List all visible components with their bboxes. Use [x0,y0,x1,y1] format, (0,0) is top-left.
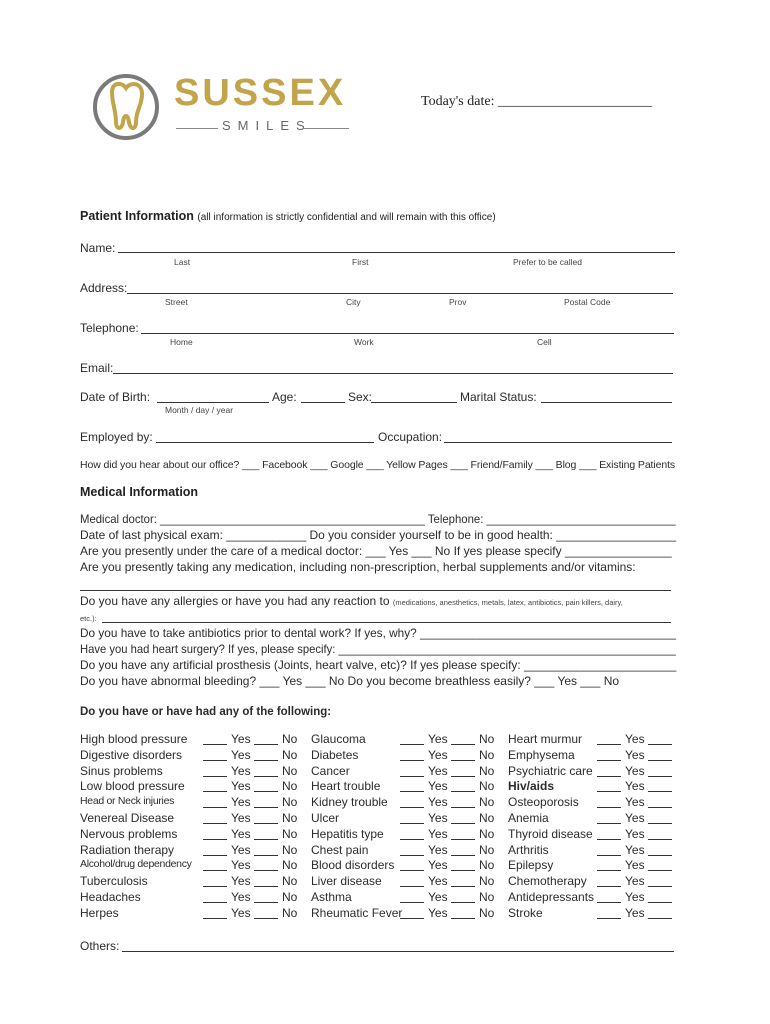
sex-label: Sex: [348,390,373,404]
condition-no-blank[interactable] [648,918,672,919]
address-sub-prov: Prov [449,297,467,307]
condition-no-blank[interactable] [451,886,475,887]
condition-label: Tuberculosis [80,874,148,889]
condition-yes-label: Yes [231,747,251,762]
age-label: Age: [272,390,297,404]
condition-label: Blood disorders [311,858,395,873]
condition-no-label: No [282,858,298,873]
condition-no-blank[interactable] [254,791,278,792]
condition-yes-blank[interactable] [597,870,621,871]
brand-sub: SMILES [222,118,312,133]
condition-no-label: No [479,763,495,778]
question-prosthesis[interactable]: Do you have any artificial prosthesis (Joints, heart valve, etc)? If yes please specify: _______________________ [80,658,677,672]
condition-yes-blank[interactable] [597,776,621,777]
condition-label: Asthma [311,890,352,904]
condition-yes-blank[interactable] [597,760,621,761]
condition-label: Rheumatic Fever [311,905,403,920]
condition-label: Diabetes [311,747,359,762]
condition-label: Herpes [80,905,119,920]
condition-no-blank[interactable] [648,886,672,887]
condition-no-blank[interactable] [254,807,278,808]
condition-yes-label: Yes [428,779,448,794]
question-bleeding[interactable]: Do you have abnormal bleeding? ___ Yes ___ No Do you become breathless easily? ___ Yes ___ No [80,674,620,688]
condition-label: Sinus problems [80,763,163,778]
condition-yes-blank[interactable] [400,776,424,777]
occupation-field[interactable] [444,442,672,443]
condition-yes-blank[interactable] [400,744,424,745]
address-label: Address: [80,281,128,295]
condition-yes-blank[interactable] [203,807,227,808]
condition-label: Nervous problems [80,826,178,841]
condition-yes-blank[interactable] [400,855,424,856]
allergies-field[interactable] [102,622,671,623]
condition-label: Cancer [311,763,350,778]
condition-yes-blank[interactable] [203,855,227,856]
condition-no-label: No [479,779,495,794]
condition-no-blank[interactable] [254,870,278,871]
condition-label: Hiv/aids [508,779,555,794]
condition-yes-label: Yes [231,811,251,825]
condition-no-blank[interactable] [254,886,278,887]
condition-yes-label: Yes [231,858,251,873]
condition-label: Hepatitis type [311,826,384,841]
condition-yes-label: Yes [428,763,448,778]
condition-no-blank[interactable] [648,807,672,808]
condition-label: Liver disease [311,874,382,889]
condition-no-label: No [479,795,495,810]
condition-yes-label: Yes [625,732,645,746]
tooth-icon [92,62,162,152]
condition-no-label: No [479,858,495,873]
condition-no-blank[interactable] [254,918,278,919]
condition-yes-blank[interactable] [400,823,424,824]
condition-yes-label: Yes [231,905,251,920]
condition-no-blank[interactable] [648,776,672,777]
condition-label: Heart trouble [311,779,381,794]
condition-yes-blank[interactable] [597,886,621,887]
brand-rule-left [176,128,218,129]
telephone-sub-home: Home [170,337,193,347]
condition-yes-blank[interactable] [203,886,227,887]
condition-label: Stroke [508,905,543,920]
condition-yes-blank[interactable] [597,918,621,919]
condition-no-blank[interactable] [451,760,475,761]
telephone-field[interactable] [141,333,674,334]
condition-yes-label: Yes [231,732,251,746]
name-sub-last: Last [174,257,191,267]
condition-no-blank[interactable] [648,744,672,745]
condition-yes-label: Yes [428,811,448,825]
condition-yes-label: Yes [625,890,645,904]
dob-sub: Month / day / year [165,405,234,415]
condition-yes-blank[interactable] [400,870,424,871]
condition-yes-blank[interactable] [597,839,621,840]
allergies-question [80,594,623,608]
address-sub-street: Street [165,297,188,307]
others-field[interactable] [122,951,674,952]
condition-no-blank[interactable] [254,902,278,903]
condition-yes-blank[interactable] [400,839,424,840]
sex-field[interactable] [371,402,457,403]
condition-no-blank[interactable] [451,807,475,808]
condition-yes-label: Yes [428,747,448,762]
telephone-sub-work: Work [354,337,374,347]
address-field[interactable] [127,293,673,294]
patient-info-title: Patient Information [80,209,194,223]
condition-no-blank[interactable] [648,839,672,840]
condition-no-blank[interactable] [648,870,672,871]
todays-date-field[interactable]: Today's date: ______________________ [421,94,652,109]
address-sub-postal: Postal Code [564,297,611,307]
conditions-title: Do you have or have had any of the following: [80,706,332,718]
condition-yes-label: Yes [428,842,448,857]
condition-yes-label: Yes [625,811,645,825]
condition-no-blank[interactable] [254,744,278,745]
condition-yes-blank[interactable] [400,902,424,903]
patient-info-note: (all information is strictly confidential and will remain with this office) [197,212,496,223]
condition-yes-blank[interactable] [203,760,227,761]
condition-yes-label: Yes [231,763,251,778]
medical-info-title: Medical Information [80,485,199,499]
question-antibiotics[interactable]: Do you have to take antibiotics prior to dental work? If yes, why? _______________________________________ [80,626,677,640]
telephone-sub-cell: Cell [537,337,552,347]
condition-label: Thyroid disease [508,826,593,841]
condition-label: Osteoporosis [508,795,579,810]
condition-no-blank[interactable] [648,760,672,761]
employed-field[interactable] [156,442,374,443]
sussex-smiles-logo [92,62,362,152]
condition-yes-label: Yes [428,732,448,746]
condition-no-label: No [479,874,495,889]
marital-label: Marital Status: [460,390,537,404]
condition-no-blank[interactable] [648,791,672,792]
condition-yes-blank[interactable] [203,839,227,840]
condition-yes-label: Yes [231,795,251,810]
condition-label: Anemia [508,811,549,825]
condition-no-blank[interactable] [254,776,278,777]
address-sub-city: City [346,297,361,307]
condition-yes-blank[interactable] [203,744,227,745]
employed-label: Employed by: [80,430,153,444]
condition-no-label: No [282,763,298,778]
telephone-label: Telephone: [80,321,139,335]
condition-no-blank[interactable] [648,855,672,856]
condition-no-blank[interactable] [648,902,672,903]
medical-line-medication: Are you presently taking any medication, including non-prescription, herbal supplements and/or vitamins: [80,560,636,574]
condition-no-label: No [282,747,298,762]
condition-yes-label: Yes [625,826,645,841]
condition-label: Alcohol/drug dependency [80,858,192,871]
allergies-note: (medications, anesthetics, metals, latex, antibiotics, pain killers, dairy, [392,598,623,607]
condition-no-blank[interactable] [254,760,278,761]
condition-no-blank[interactable] [451,744,475,745]
condition-no-label: No [282,811,298,825]
condition-label: Psychiatric care [508,763,593,778]
condition-no-blank[interactable] [451,776,475,777]
condition-label: Headaches [80,890,141,904]
allergies-etc: etc.): [80,614,97,623]
email-label: Email: [80,361,114,375]
condition-yes-blank[interactable] [203,918,227,919]
condition-no-blank[interactable] [648,823,672,824]
condition-yes-blank[interactable] [400,918,424,919]
medication-field[interactable] [80,590,671,591]
hear-about-question[interactable]: How did you hear about our office? ___ Facebook ___ Google ___ Yellow Pages ___ Friend/Family ___ Blog ___ Existing Patients [80,459,676,471]
condition-no-blank[interactable] [451,870,475,871]
condition-label: Radiation therapy [80,842,175,857]
condition-yes-label: Yes [625,763,645,778]
allergies-text: Do you have any allergies or have you had any reaction to [80,594,390,608]
condition-label: Emphysema [508,747,575,762]
condition-label: Glaucoma [311,732,366,746]
condition-label: Digestive disorders [80,747,183,762]
condition-yes-blank[interactable] [597,791,621,792]
dob-field[interactable] [157,402,269,403]
condition-yes-label: Yes [428,795,448,810]
condition-label: Venereal Disease [80,811,175,825]
condition-label: Antidepressants [508,890,595,904]
condition-yes-label: Yes [428,890,448,904]
condition-yes-blank[interactable] [597,823,621,824]
condition-yes-label: Yes [428,858,448,873]
condition-yes-label: Yes [231,826,251,841]
medical-line-care[interactable]: Are you presently under the care of a medical doctor: ___ Yes ___ No If yes please specify ________________ [80,544,672,558]
condition-yes-blank[interactable] [400,807,424,808]
condition-yes-label: Yes [625,779,645,794]
condition-yes-label: Yes [625,905,645,920]
condition-no-label: No [479,826,495,841]
condition-label: Low blood pressure [80,779,185,794]
name-sub-first: First [352,257,369,267]
condition-no-blank[interactable] [451,823,475,824]
condition-no-label: No [282,874,298,889]
condition-label: Head or Neck injuries [80,795,175,808]
condition-yes-label: Yes [231,890,251,904]
condition-yes-blank[interactable] [400,791,424,792]
condition-no-blank[interactable] [254,823,278,824]
condition-no-blank[interactable] [451,902,475,903]
age-field[interactable] [301,402,345,403]
condition-yes-label: Yes [428,874,448,889]
condition-no-label: No [282,826,298,841]
condition-no-label: No [282,842,298,857]
condition-no-label: No [479,811,495,825]
condition-label: Heart murmur [508,732,583,746]
condition-label: Chest pain [311,842,369,857]
condition-yes-label: Yes [428,826,448,841]
condition-yes-blank[interactable] [597,744,621,745]
medical-line-physical[interactable]: Date of last physical exam: ____________ Do you consider yourself to be in good health: __________________ [80,528,676,542]
condition-no-label: No [282,779,298,794]
condition-yes-label: Yes [231,842,251,857]
condition-yes-label: Yes [428,905,448,920]
condition-label: Epilepsy [508,858,554,873]
condition-yes-blank[interactable] [400,760,424,761]
occupation-label: Occupation: [378,430,443,444]
condition-label: High blood pressure [80,732,188,746]
condition-label: Ulcer [311,811,340,825]
condition-no-label: No [282,905,298,920]
condition-label: Kidney trouble [311,795,388,810]
condition-yes-label: Yes [625,874,645,889]
condition-no-label: No [479,905,495,920]
condition-yes-blank[interactable] [203,823,227,824]
question-heart-surgery[interactable]: Have you had heart surgery? If yes, please specify: ______________________________________________________ [80,642,676,656]
condition-yes-blank[interactable] [597,902,621,903]
condition-yes-label: Yes [625,858,645,873]
condition-yes-label: Yes [231,874,251,889]
condition-yes-blank[interactable] [203,870,227,871]
brand-rule-right [304,128,349,129]
condition-no-label: No [479,890,495,904]
others-label: Others: [80,939,120,953]
name-label: Name: [80,241,116,255]
condition-yes-blank[interactable] [597,855,621,856]
patient-info-heading [80,209,496,223]
condition-yes-blank[interactable] [203,776,227,777]
condition-label: Chemotherapy [508,874,587,889]
condition-no-blank[interactable] [451,855,475,856]
condition-no-blank[interactable] [254,839,278,840]
brand-name: SUSSEX [174,72,347,114]
name-field[interactable] [118,252,675,253]
condition-no-label: No [479,747,495,762]
email-field[interactable] [113,373,673,374]
condition-no-label: No [479,842,495,857]
condition-yes-label: Yes [625,747,645,762]
condition-label: Arthritis [508,842,549,857]
condition-no-label: No [282,890,298,904]
condition-yes-blank[interactable] [203,791,227,792]
condition-no-blank[interactable] [451,839,475,840]
marital-field[interactable] [541,402,672,403]
condition-yes-label: Yes [625,842,645,857]
condition-no-label: No [282,732,298,746]
condition-no-blank[interactable] [254,855,278,856]
dob-label: Date of Birth: [80,390,151,404]
condition-yes-blank[interactable] [400,886,424,887]
condition-yes-blank[interactable] [203,902,227,903]
condition-yes-blank[interactable] [597,807,621,808]
condition-no-label: No [479,732,495,746]
condition-yes-label: Yes [231,779,251,794]
condition-no-blank[interactable] [451,791,475,792]
condition-yes-label: Yes [625,795,645,810]
name-sub-preferred: Prefer to be called [513,257,582,267]
condition-no-label: No [282,795,298,810]
condition-no-blank[interactable] [451,918,475,919]
medical-line-doctor[interactable]: Medical doctor: __________________________________________ Telephone: ______________________________ [80,512,676,526]
